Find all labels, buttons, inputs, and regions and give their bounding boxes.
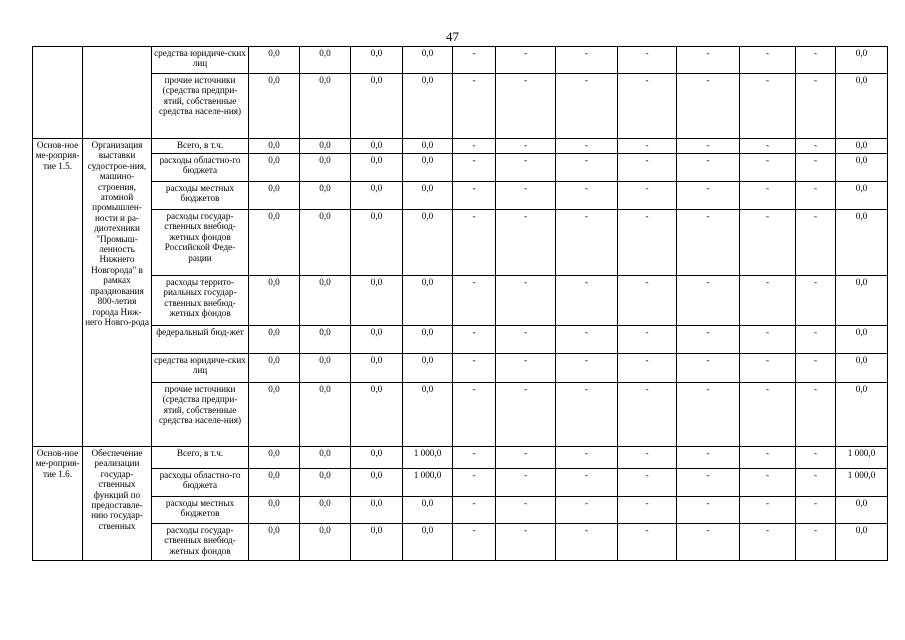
value-cell: 0,0 — [249, 447, 300, 469]
funding-source-cell: средства юридиче-ских лиц — [152, 47, 249, 74]
value-cell: 0,0 — [836, 182, 888, 210]
value-cell: 0,0 — [249, 210, 300, 276]
value-cell: 0,0 — [300, 276, 351, 326]
value-cell: 0,0 — [403, 47, 453, 74]
value-cell: - — [618, 447, 677, 469]
value-cell: 1 000,0 — [403, 469, 453, 497]
value-cell: 0,0 — [403, 383, 453, 447]
value-cell: - — [740, 182, 796, 210]
value-cell: - — [740, 74, 796, 139]
value-cell: - — [618, 74, 677, 139]
funding-source-cell: расходы местных бюджетов — [152, 182, 249, 210]
value-cell: 0,0 — [300, 47, 351, 74]
value-cell: - — [618, 276, 677, 326]
value-cell: 0,0 — [836, 139, 888, 154]
value-cell: - — [556, 47, 618, 74]
value-cell: - — [740, 210, 796, 276]
table-row — [33, 139, 888, 154]
value-cell: 0,0 — [403, 74, 453, 139]
value-cell: 0,0 — [836, 326, 888, 354]
value-cell: - — [740, 326, 796, 354]
value-cell: 0,0 — [403, 354, 453, 383]
value-cell: 0,0 — [249, 154, 300, 182]
value-cell: - — [618, 524, 677, 561]
funding-source-cell: средства юридиче-ских лиц — [152, 354, 249, 383]
value-cell: 0,0 — [403, 276, 453, 326]
value-cell: - — [796, 210, 836, 276]
value-cell: - — [496, 47, 556, 74]
event-name-cell: Организация выставки судострое-ния, машино-строения, атомной промышлен-ности и ра-диотехники "Промыш-ленность Нижнего Новгорода" в рамках празднования 800-летия города Ниж-него Новго-рода — [83, 139, 152, 447]
value-cell: 0,0 — [300, 469, 351, 497]
value-cell: - — [677, 210, 740, 276]
value-cell: 0,0 — [351, 74, 403, 139]
value-cell: - — [496, 276, 556, 326]
value-cell: - — [677, 139, 740, 154]
value-cell: - — [796, 276, 836, 326]
value-cell: - — [496, 447, 556, 469]
value-cell: - — [618, 47, 677, 74]
value-cell: - — [453, 383, 496, 447]
value-cell: 0,0 — [300, 182, 351, 210]
value-cell: - — [556, 524, 618, 561]
value-cell: - — [677, 326, 740, 354]
value-cell: - — [796, 139, 836, 154]
value-cell: - — [496, 524, 556, 561]
value-cell: - — [677, 383, 740, 447]
value-cell: 0,0 — [300, 354, 351, 383]
value-cell: 0,0 — [351, 182, 403, 210]
value-cell: 0,0 — [403, 154, 453, 182]
funding-source-cell: прочие источники (средства предпри-ятий, собственные средства населе-ния) — [152, 74, 249, 139]
table-row — [33, 74, 888, 139]
value-cell: 0,0 — [351, 47, 403, 74]
value-cell: - — [618, 469, 677, 497]
table-row — [33, 469, 888, 497]
value-cell: - — [796, 469, 836, 497]
value-cell: 0,0 — [249, 182, 300, 210]
value-cell: 0,0 — [351, 497, 403, 524]
value-cell: - — [740, 47, 796, 74]
value-cell: - — [677, 154, 740, 182]
value-cell: 0,0 — [249, 383, 300, 447]
value-cell: - — [796, 182, 836, 210]
value-cell: - — [796, 383, 836, 447]
value-cell: - — [453, 47, 496, 74]
value-cell: 0,0 — [403, 497, 453, 524]
funding-source-cell: расходы областно-го бюджета — [152, 469, 249, 497]
value-cell: 0,0 — [836, 383, 888, 447]
value-cell: 0,0 — [249, 469, 300, 497]
table-row — [33, 276, 888, 326]
value-cell: 0,0 — [836, 74, 888, 139]
funding-source-cell: расходы государ-ственных внебюд-жетных фондов Российской Феде-рации — [152, 210, 249, 276]
value-cell: - — [618, 154, 677, 182]
event-number-cell: Основ-ное ме-роприя-тие 1.6. — [33, 447, 83, 561]
table-row — [33, 154, 888, 182]
funding-source-cell: федеральный бюд-жет — [152, 326, 249, 354]
value-cell: - — [740, 497, 796, 524]
value-cell: 0,0 — [300, 497, 351, 524]
value-cell: - — [496, 497, 556, 524]
value-cell: 0,0 — [249, 74, 300, 139]
value-cell: - — [618, 139, 677, 154]
table-row — [33, 447, 888, 469]
funding-source-cell: расходы террито-риальных государ-ственных внебюд-жетных фондов — [152, 276, 249, 326]
value-cell: 0,0 — [300, 524, 351, 561]
funding-source-cell: прочие источники (средства предпри-ятий, собственные средства населе-ния) — [152, 383, 249, 447]
value-cell: - — [453, 469, 496, 497]
value-cell: - — [618, 354, 677, 383]
value-cell: 0,0 — [403, 139, 453, 154]
value-cell: - — [556, 497, 618, 524]
value-cell: - — [496, 182, 556, 210]
value-cell: 0,0 — [300, 154, 351, 182]
value-cell: - — [796, 154, 836, 182]
value-cell: 0,0 — [403, 182, 453, 210]
value-cell: - — [796, 47, 836, 74]
value-cell: - — [618, 210, 677, 276]
value-cell: - — [740, 276, 796, 326]
value-cell: - — [796, 74, 836, 139]
value-cell: - — [496, 210, 556, 276]
value-cell: 1 000,0 — [836, 447, 888, 469]
value-cell: 1 000,0 — [836, 469, 888, 497]
value-cell: - — [618, 497, 677, 524]
value-cell: - — [556, 326, 618, 354]
value-cell: 0,0 — [836, 524, 888, 561]
value-cell: - — [453, 326, 496, 354]
budget-table — [32, 46, 888, 561]
value-cell: 0,0 — [836, 210, 888, 276]
value-cell: - — [740, 383, 796, 447]
value-cell: - — [677, 276, 740, 326]
event-name-cell: Обеспечение реализации государ-ственных функций по предоставле-нию государ-ственных — [83, 447, 152, 561]
value-cell: 0,0 — [300, 383, 351, 447]
value-cell: - — [740, 354, 796, 383]
value-cell: 0,0 — [351, 469, 403, 497]
value-cell: - — [677, 524, 740, 561]
value-cell: 0,0 — [249, 47, 300, 74]
table-body — [33, 47, 888, 561]
value-cell: - — [618, 383, 677, 447]
value-cell: - — [496, 469, 556, 497]
table-row — [33, 524, 888, 561]
value-cell: - — [496, 74, 556, 139]
value-cell: 0,0 — [351, 276, 403, 326]
value-cell: - — [556, 74, 618, 139]
value-cell: 0,0 — [300, 326, 351, 354]
value-cell: - — [453, 447, 496, 469]
value-cell: - — [496, 139, 556, 154]
value-cell: 0,0 — [836, 47, 888, 74]
event-number-cell — [33, 47, 83, 139]
value-cell: 0,0 — [351, 210, 403, 276]
value-cell: 0,0 — [249, 354, 300, 383]
value-cell: - — [453, 276, 496, 326]
value-cell: 0,0 — [836, 497, 888, 524]
value-cell: - — [677, 469, 740, 497]
value-cell: 0,0 — [249, 139, 300, 154]
funding-source-cell: расходы местных бюджетов — [152, 497, 249, 524]
table-row — [33, 497, 888, 524]
value-cell: 0,0 — [351, 139, 403, 154]
value-cell: 0,0 — [300, 139, 351, 154]
value-cell: - — [740, 139, 796, 154]
value-cell: - — [556, 139, 618, 154]
value-cell: - — [453, 74, 496, 139]
value-cell: - — [740, 154, 796, 182]
value-cell: - — [677, 182, 740, 210]
value-cell: 0,0 — [300, 74, 351, 139]
value-cell: - — [453, 154, 496, 182]
table-row — [33, 354, 888, 383]
value-cell: 0,0 — [836, 154, 888, 182]
value-cell: - — [677, 47, 740, 74]
value-cell: - — [556, 447, 618, 469]
value-cell: - — [556, 383, 618, 447]
value-cell: - — [453, 354, 496, 383]
value-cell: - — [556, 354, 618, 383]
value-cell: - — [556, 210, 618, 276]
value-cell: 1 000,0 — [403, 447, 453, 469]
value-cell: - — [556, 182, 618, 210]
value-cell: 0,0 — [249, 497, 300, 524]
event-number-cell: Основ-ное ме-роприя-тие 1.5. — [33, 139, 83, 447]
value-cell: 0,0 — [836, 354, 888, 383]
value-cell: 0,0 — [249, 524, 300, 561]
value-cell: - — [556, 154, 618, 182]
value-cell: 0,0 — [351, 524, 403, 561]
table-row — [33, 383, 888, 447]
value-cell: - — [796, 326, 836, 354]
value-cell: - — [796, 447, 836, 469]
event-name-cell — [83, 47, 152, 139]
value-cell: 0,0 — [403, 326, 453, 354]
funding-source-cell: Всего, в т.ч. — [152, 139, 249, 154]
value-cell: - — [453, 139, 496, 154]
value-cell: - — [677, 74, 740, 139]
value-cell: - — [796, 524, 836, 561]
value-cell: 0,0 — [351, 447, 403, 469]
table-row — [33, 210, 888, 276]
value-cell: - — [740, 469, 796, 497]
value-cell: - — [740, 447, 796, 469]
value-cell: - — [453, 182, 496, 210]
value-cell: - — [453, 210, 496, 276]
value-cell: - — [453, 497, 496, 524]
value-cell: 0,0 — [249, 276, 300, 326]
value-cell: - — [556, 276, 618, 326]
value-cell: - — [796, 354, 836, 383]
table-row — [33, 326, 888, 354]
value-cell: - — [796, 497, 836, 524]
funding-source-cell: Всего, в т.ч. — [152, 447, 249, 469]
value-cell: - — [496, 154, 556, 182]
table-row — [33, 47, 888, 74]
value-cell: 0,0 — [249, 326, 300, 354]
value-cell: 0,0 — [403, 524, 453, 561]
value-cell: 0,0 — [351, 354, 403, 383]
value-cell: 0,0 — [300, 210, 351, 276]
value-cell: - — [677, 447, 740, 469]
funding-source-cell: расходы государ-ственных внебюд-жетных фондов — [152, 524, 249, 561]
value-cell: - — [618, 182, 677, 210]
value-cell: 0,0 — [836, 276, 888, 326]
value-cell: - — [453, 524, 496, 561]
value-cell: - — [618, 326, 677, 354]
value-cell: - — [740, 524, 796, 561]
value-cell: 0,0 — [351, 326, 403, 354]
value-cell: - — [496, 383, 556, 447]
value-cell: - — [677, 354, 740, 383]
value-cell: - — [496, 354, 556, 383]
table-row — [33, 182, 888, 210]
value-cell: - — [556, 469, 618, 497]
page-number: 47 — [446, 29, 459, 44]
value-cell: - — [677, 497, 740, 524]
value-cell: 0,0 — [403, 210, 453, 276]
value-cell: 0,0 — [300, 447, 351, 469]
value-cell: - — [496, 326, 556, 354]
value-cell: 0,0 — [351, 154, 403, 182]
funding-source-cell: расходы областно-го бюджета — [152, 154, 249, 182]
value-cell: 0,0 — [351, 383, 403, 447]
